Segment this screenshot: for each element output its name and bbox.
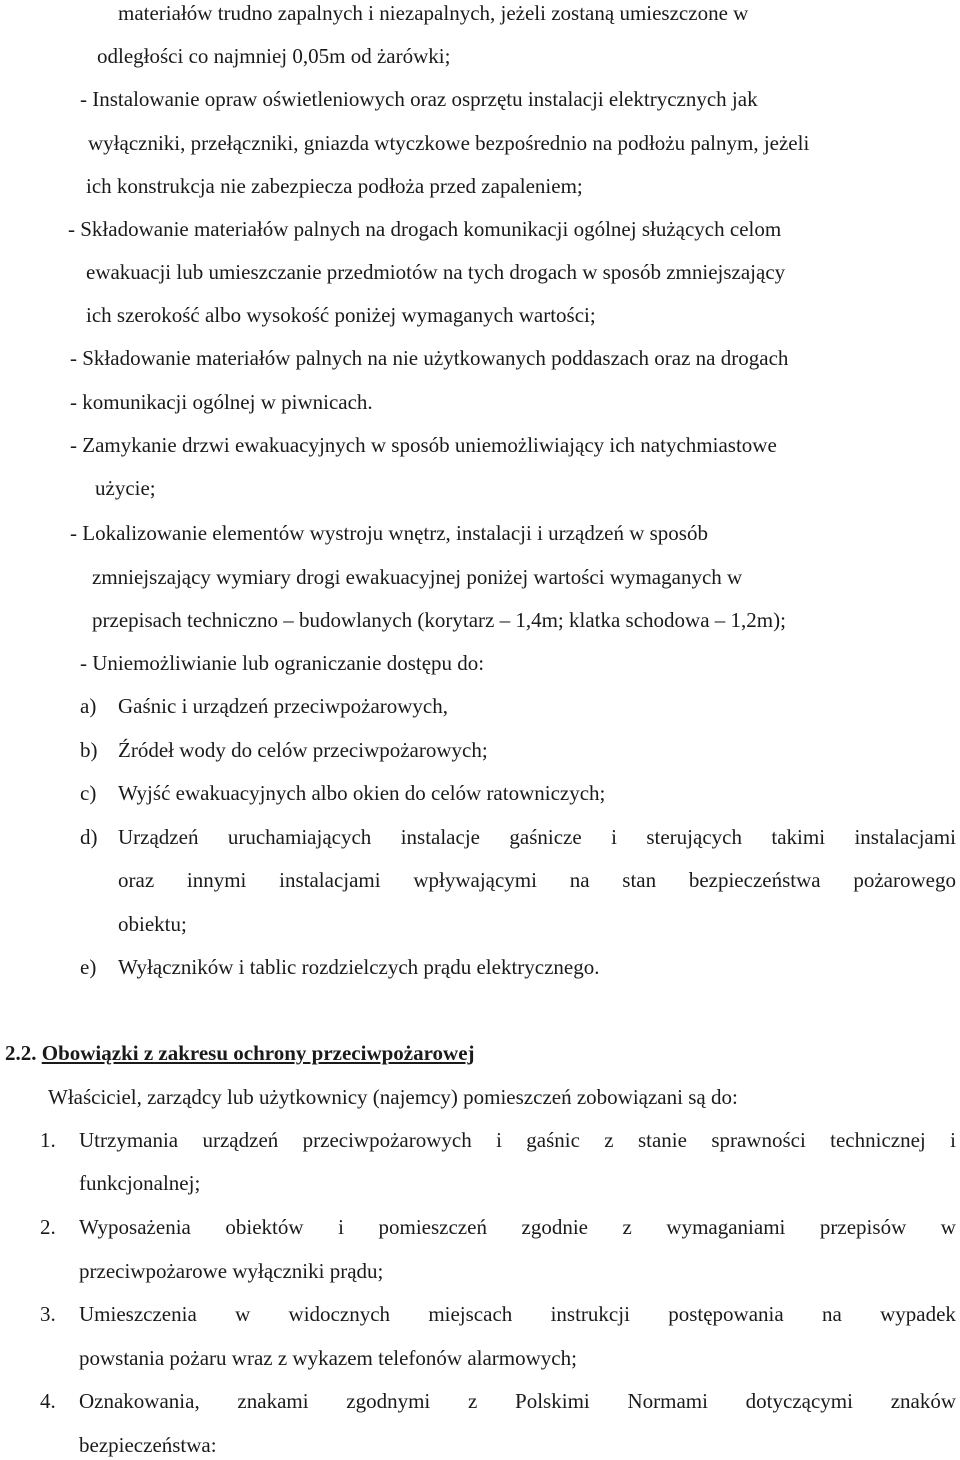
- list-item-text: Źródeł wody do celów przeciwpożarowych;: [118, 738, 488, 762]
- list-item-text: Wyposażenia obiektów i pomieszczeń zgodnie z wymaganiami przepisów w: [79, 1215, 956, 1239]
- list-marker: 4.: [40, 1389, 56, 1413]
- section-number: 2.2.: [5, 1041, 37, 1065]
- list-item-text: powstania pożaru wraz z wykazem telefonów alarmowych;: [79, 1346, 577, 1370]
- list-marker: 1.: [40, 1128, 56, 1152]
- list-item-text: oraz innymi instalacjami wpływającymi na stan bezpieczeństwa pożarowego: [118, 868, 956, 892]
- section-title: Obowiązki z zakresu ochrony przeciwpożarowej: [41, 1041, 475, 1065]
- text-line: - Zamykanie drzwi ewakuacyjnych w sposób uniemożliwiający ich natychmiastowe: [70, 433, 777, 457]
- list-item-text: Urządzeń uruchamiających instalacje gaśnicze i sterujących takimi instalacjami: [118, 825, 956, 849]
- text-line: ich szerokość albo wysokość poniżej wymaganych wartości;: [86, 303, 596, 327]
- list-item-text: obiektu;: [118, 912, 187, 936]
- list-marker: b): [80, 738, 98, 762]
- list-item-text: Oznakowania, znakami zgodnymi z Polskimi Normami dotyczącymi znaków: [79, 1389, 956, 1413]
- text-line: ich konstrukcja nie zabezpiecza podłoża przed zapaleniem;: [86, 174, 583, 198]
- list-item-text: funkcjonalnej;: [79, 1171, 201, 1195]
- list-item-text: Wyłączników i tablic rozdzielczych prądu elektrycznego.: [118, 955, 600, 979]
- list-marker: c): [80, 781, 97, 805]
- list-marker: d): [80, 825, 98, 849]
- list-item-text: Umieszczenia w widocznych miejscach instrukcji postępowania na wypadek: [79, 1302, 956, 1326]
- text-line: odległości co najmniej 0,05m od żarówki;: [97, 44, 451, 68]
- text-line: materiałów trudno zapalnych i niezapalnych, jeżeli zostaną umieszczone w: [118, 1, 749, 25]
- text-line: użycie;: [95, 476, 156, 500]
- text-line: - Uniemożliwianie lub ograniczanie dostępu do:: [80, 651, 485, 675]
- list-item-text: Utrzymania urządzeń przeciwpożarowych i gaśnic z stanie sprawności technicznej i: [79, 1128, 956, 1152]
- text-line: - Lokalizowanie elementów wystroju wnętrz, instalacji i urządzeń w sposób: [70, 521, 708, 545]
- list-marker: a): [80, 694, 97, 718]
- list-item-text: Wyjść ewakuacyjnych albo okien do celów ratowniczych;: [118, 781, 606, 805]
- section-intro: Właściciel, zarządcy lub użytkownicy (najemcy) pomieszczeń zobowiązani są do:: [48, 1085, 738, 1109]
- text-line: zmniejszający wymiary drogi ewakuacyjnej poniżej wartości wymaganych w: [92, 565, 743, 589]
- list-item-text: Gaśnic i urządzeń przeciwpożarowych,: [118, 694, 449, 718]
- list-marker: 2.: [40, 1215, 56, 1239]
- text-line: - Składowanie materiałów palnych na drogach komunikacji ogólnej służących celom: [68, 217, 782, 241]
- list-marker: 3.: [40, 1302, 56, 1326]
- text-line: - komunikacji ogólnej w piwnicach.: [70, 390, 373, 414]
- text-line: - Składowanie materiałów palnych na nie użytkowanych poddaszach oraz na drogach: [70, 346, 789, 370]
- text-line: wyłączniki, przełączniki, gniazda wtyczkowe bezpośrednio na podłożu palnym, jeżeli: [88, 131, 810, 155]
- list-item-text: bezpieczeństwa:: [79, 1433, 217, 1457]
- list-marker: e): [80, 955, 97, 979]
- list-item-text: przeciwpożarowe wyłączniki prądu;: [79, 1259, 384, 1283]
- text-line: - Instalowanie opraw oświetleniowych oraz osprzętu instalacji elektrycznych jak: [80, 87, 758, 111]
- text-line: ewakuacji lub umieszczanie przedmiotów na tych drogach w sposób zmniejszający: [86, 260, 786, 284]
- section-heading: [5, 1040, 475, 1066]
- text-line: przepisach techniczno – budowlanych (korytarz – 1,4m; klatka schodowa – 1,2m);: [92, 608, 786, 632]
